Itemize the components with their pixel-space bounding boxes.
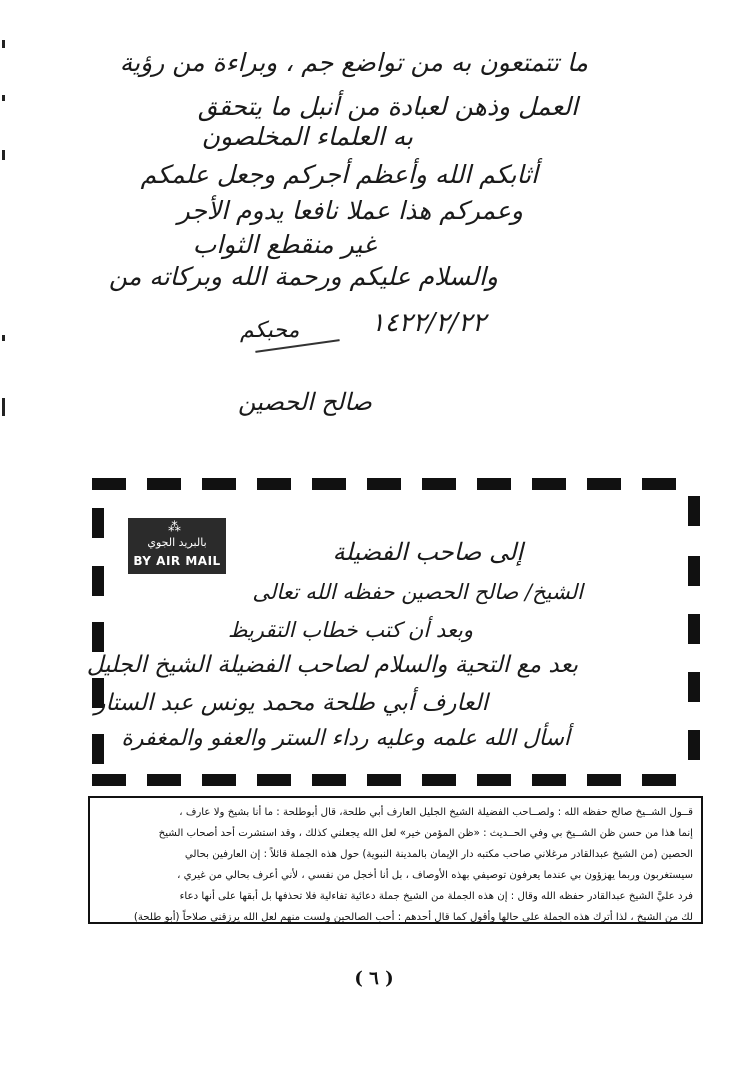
envelope-stripe	[532, 478, 566, 490]
envelope-body-line: بعد مع التحية والسلام لصاحب الفضيلة الشيخ الجليل	[86, 652, 578, 678]
letter-line: العمل وذهن لعبادة من أنبل ما يتحقق	[197, 92, 578, 121]
envelope-stripe	[92, 774, 126, 786]
envelope-stripe	[688, 672, 700, 702]
letter-line: غير منقطع الثواب	[192, 230, 376, 259]
envelope-stripe	[147, 478, 181, 490]
envelope-stripe	[367, 478, 401, 490]
envelope-stripe	[642, 774, 676, 786]
envelope-stripe	[688, 614, 700, 644]
envelope-body-line: أسأل الله علمه وعليه رداء الستر والعفو والمغفرة	[121, 726, 570, 751]
envelope-stripe	[688, 496, 700, 526]
envelope-stripe	[92, 478, 126, 490]
envelope-stripe	[477, 774, 511, 786]
air-mail-label	[128, 518, 226, 574]
caption-line: الحصين (من الشيخ عبدالقادر مرغلاني صاحب مكتبه دار الإيمان بالمدينة النبوية) حول هذه الجملة قائلاً : إن العارفين بحالي	[184, 849, 693, 860]
envelope-stripe	[147, 774, 181, 786]
envelope-stripe	[367, 774, 401, 786]
scan-edge-mark	[2, 398, 5, 416]
letter-line: به العلماء المخلصون	[201, 122, 413, 151]
envelope-stripe	[312, 478, 346, 490]
envelope-stripe	[422, 478, 456, 490]
caption-line: لك من الشيخ ، لذا أترك هذه الجملة على حالها وأقول كما قال أحدهم : أحب الصالحين ولست منهم لعل الله يرزقني صلاحاً (أبو طلحة)	[133, 912, 693, 923]
letter-line: وعمركم هذا عملا نافعا يدوم الأجر	[177, 196, 523, 225]
scan-edge-mark	[2, 335, 5, 341]
air-mail-arabic: بالبريد الجوي	[147, 536, 207, 549]
envelope-stripe	[642, 478, 676, 490]
envelope-stripe	[257, 478, 291, 490]
page-number: ( ٦ )	[354, 968, 394, 989]
envelope-stripe	[92, 734, 104, 764]
envelope-stripe	[92, 566, 104, 596]
envelope-stripe	[312, 774, 346, 786]
envelope-body-line: العارف أبي طلحة محمد يونس عبد الستار	[94, 690, 488, 716]
caption-line: قــول الشــيخ صالح حفظه الله : ولصــاحب الفضيلة الشيخ الجليل العارف أبي طلحة، قال أبوطلحة : ما أنا بشيخ ولا عارف ،	[179, 807, 693, 818]
envelope-to-line: إلى صاحب الفضيلة	[332, 538, 523, 566]
envelope-stripe	[202, 478, 236, 490]
letter-signature: صالح الحصين	[238, 388, 372, 416]
envelope-stripe	[92, 508, 104, 538]
envelope-stripe	[477, 478, 511, 490]
letter-date: ١٤٢٢/٢/٢٢	[370, 308, 486, 338]
scan-edge-mark	[2, 40, 5, 48]
envelope-stripe	[92, 622, 104, 652]
scan-edge-mark	[2, 95, 5, 101]
letter-line: والسلام عليكم ورحمة الله وبركاته من	[108, 262, 498, 291]
letter-line: أثابكم الله وأعظم أجركم وجعل علمكم	[140, 160, 538, 189]
envelope-stripe	[202, 774, 236, 786]
scan-edge-mark	[2, 150, 5, 160]
envelope-stripe	[688, 730, 700, 760]
envelope-stripe	[587, 774, 621, 786]
envelope-stripe	[257, 774, 291, 786]
caption-line: إنما هذا من حسن ظن الشــيخ بي وفي الحــديث : «ظن المؤمن خير» لعل الله يجعلني كذلك ، وقد استشرت أحد أصحاب الشيخ	[158, 828, 693, 839]
envelope-stripe	[422, 774, 456, 786]
air-mail-english: BY AIR MAIL	[133, 554, 221, 568]
caption-line: فرد عليَّ الشيخ عبدالقادر حفظه الله وقال : إن هذه الجملة من الشيخ جملة دعائية تفاءلية فلا تحذفها بل أبقها على أنها دعاء	[179, 891, 693, 902]
envelope-stripe	[532, 774, 566, 786]
letter-line: ما تتمتعون به من تواضع جم ، وبراءة من رؤية	[119, 48, 588, 77]
letter-closing: محبكم	[240, 318, 300, 343]
caption-box	[88, 796, 703, 924]
envelope-name-line: الشيخ/ صالح الحصين حفظه الله تعالى	[252, 580, 583, 604]
envelope-stripe	[688, 556, 700, 586]
caption-line: سيستغربون وربما يهزؤون بي عندما يعرفون توصيفي بهذه الأوصاف ، بل أنا أخجل من نفسي ، لأني أعرف بحالي من غيري ،	[177, 870, 693, 881]
envelope-stripe	[587, 478, 621, 490]
airmail-logo-icon: ⁂	[168, 520, 181, 535]
envelope-body-line: وبعد أن كتب خطاب التقريظ	[228, 618, 473, 642]
